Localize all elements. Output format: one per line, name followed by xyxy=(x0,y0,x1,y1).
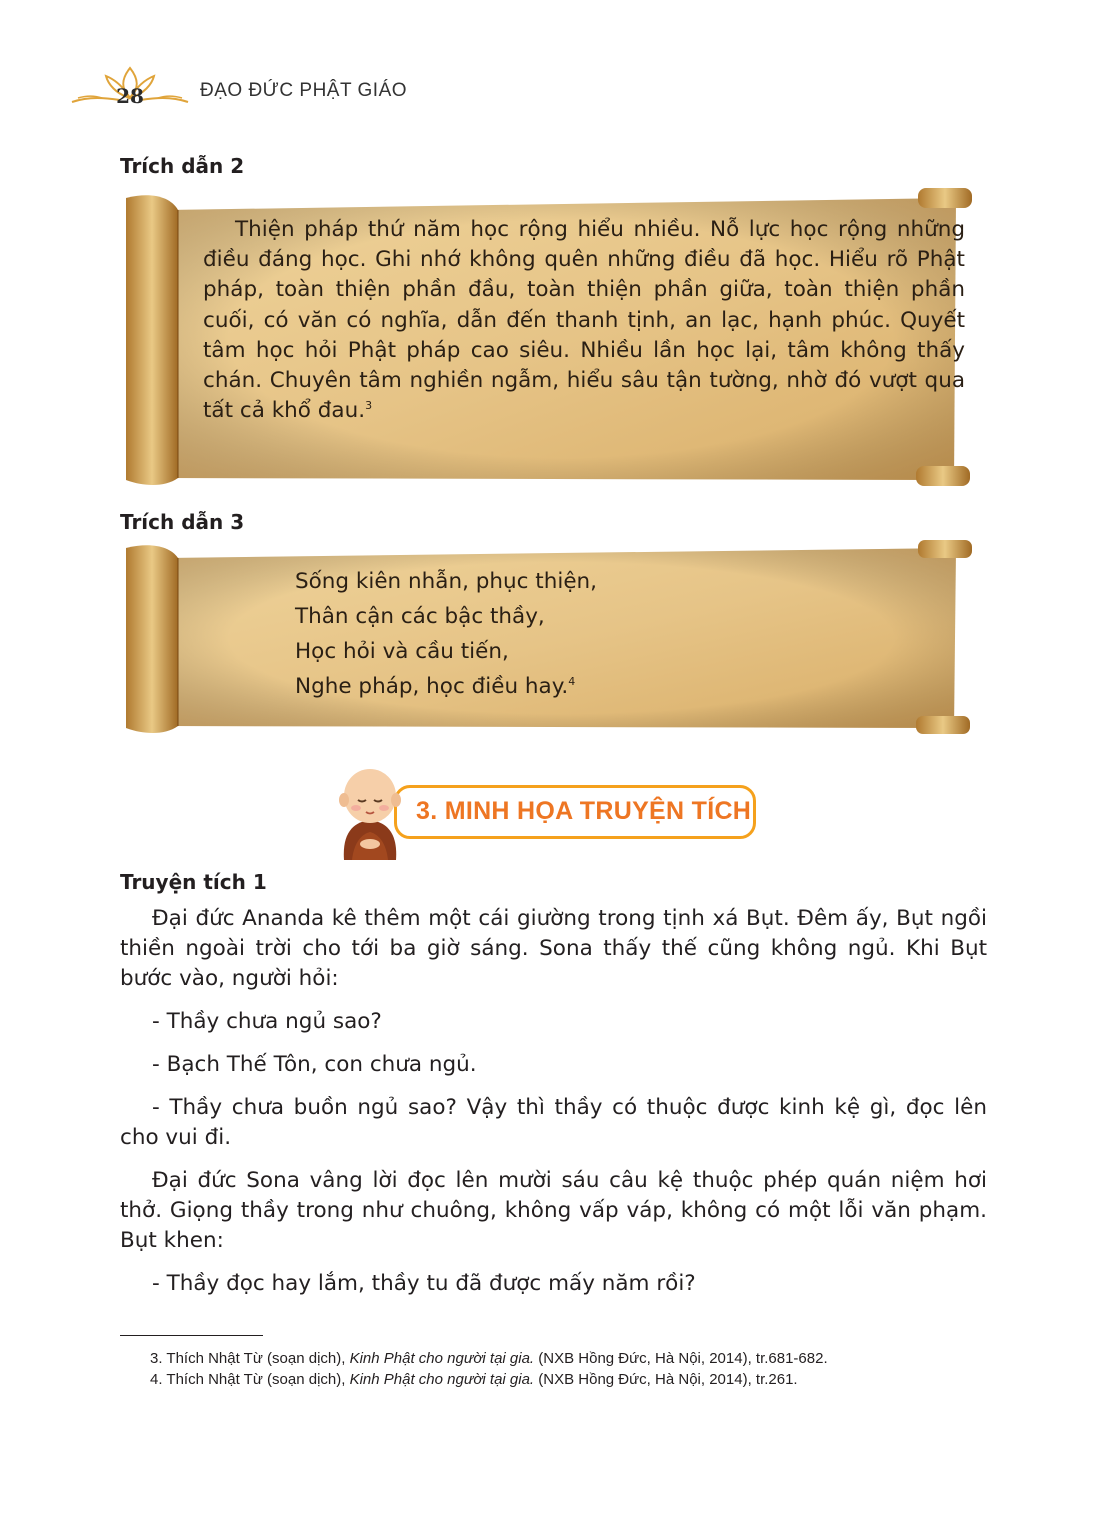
page-number: 28 xyxy=(116,84,144,108)
quote3-line: Thân cận các bậc thầy, xyxy=(295,604,545,629)
running-title: ĐẠO ĐỨC PHẬT GIÁO xyxy=(200,80,408,101)
page-header xyxy=(70,62,410,112)
story-paragraph: - Thầy chưa buồn ngủ sao? Vậy thì thầy có thuộc được kinh kệ gì, đọc lên cho vui đi. xyxy=(120,1095,987,1150)
quote2-text xyxy=(203,215,965,426)
quote3-line: Sống kiên nhẫn, phục thiện, xyxy=(295,569,598,594)
footnote-3: 3. Thích Nhật Từ (soạn dịch), Kinh Phật cho người tại gia. (NXB Hồng Đức, Hà Nội, 2014), tr.681-682. xyxy=(150,1350,828,1367)
quote3-scroll xyxy=(120,540,982,738)
quote2-scroll xyxy=(120,188,982,490)
footnotes xyxy=(120,1349,987,1390)
story-paragraph: Đại đức Ananda kê thêm một cái giường trong tịnh xá Bụt. Đêm ấy, Bụt ngồi thiền ngoài trời cho tới ba giờ sáng. Sona thấy thế cũng không ngủ. Khi Bụt bước vào, người hỏi: xyxy=(120,906,987,991)
footnote-ref-3[interactable]: 3 xyxy=(365,399,373,413)
story-paragraph: - Thầy chưa ngủ sao? xyxy=(152,1009,382,1034)
quote2-body: Thiện pháp thứ năm học rộng hiểu nhiều. Nỗ lực học rộng những điều đáng học. Ghi nhớ không quên những điều đã học. Hiểu rõ Phật pháp, toàn thiện phần đầu, toàn thiện phần giữa, toàn thiện phần cuối, có văn có nghĩa, dẫn đến thanh tịnh, an lạc, hạnh phúc. Quyết tâm học hỏi Phật pháp cao siêu. Nhiều lần học lại, tâm không thấy chán. Chuyên tâm nghiền ngẫm, hiểu sâu tận tường, nhờ đó vượt qua tất cả khổ đau. xyxy=(203,217,965,424)
story-body xyxy=(120,904,987,1312)
story-heading: Truyện tích 1 xyxy=(120,870,267,894)
section-title: 3. MINH HỌA TRUYỆN TÍCH xyxy=(416,797,752,825)
footnote-ref-4[interactable]: 4 xyxy=(568,674,576,688)
monk-illustration-icon xyxy=(332,762,422,862)
story-paragraph: - Bạch Thế Tôn, con chưa ngủ. xyxy=(152,1052,477,1077)
quote2-heading: Trích dẫn 2 xyxy=(120,154,245,178)
quote3-heading: Trích dẫn 3 xyxy=(120,510,245,534)
footnote-divider xyxy=(120,1335,263,1336)
quote3-text xyxy=(295,564,597,704)
story-paragraph: - Thầy đọc hay lắm, thầy tu đã được mấy năm rồi? xyxy=(152,1271,696,1296)
quote3-line: Học hỏi và cầu tiến, xyxy=(295,639,509,664)
story-paragraph: Đại đức Sona vâng lời đọc lên mười sáu câu kệ thuộc phép quán niệm hơi thở. Giọng thầy trong như chuông, không vấp váp, không có một lỗi văn phạm. Bụt khen: xyxy=(120,1168,987,1253)
section-badge xyxy=(332,762,762,872)
footnote-4: 4. Thích Nhật Từ (soạn dịch), Kinh Phật cho người tại gia. (NXB Hồng Đức, Hà Nội, 2014), tr.261. xyxy=(150,1370,798,1388)
quote3-line: Nghe pháp, học điều hay.$^4$ xyxy=(295,674,576,699)
